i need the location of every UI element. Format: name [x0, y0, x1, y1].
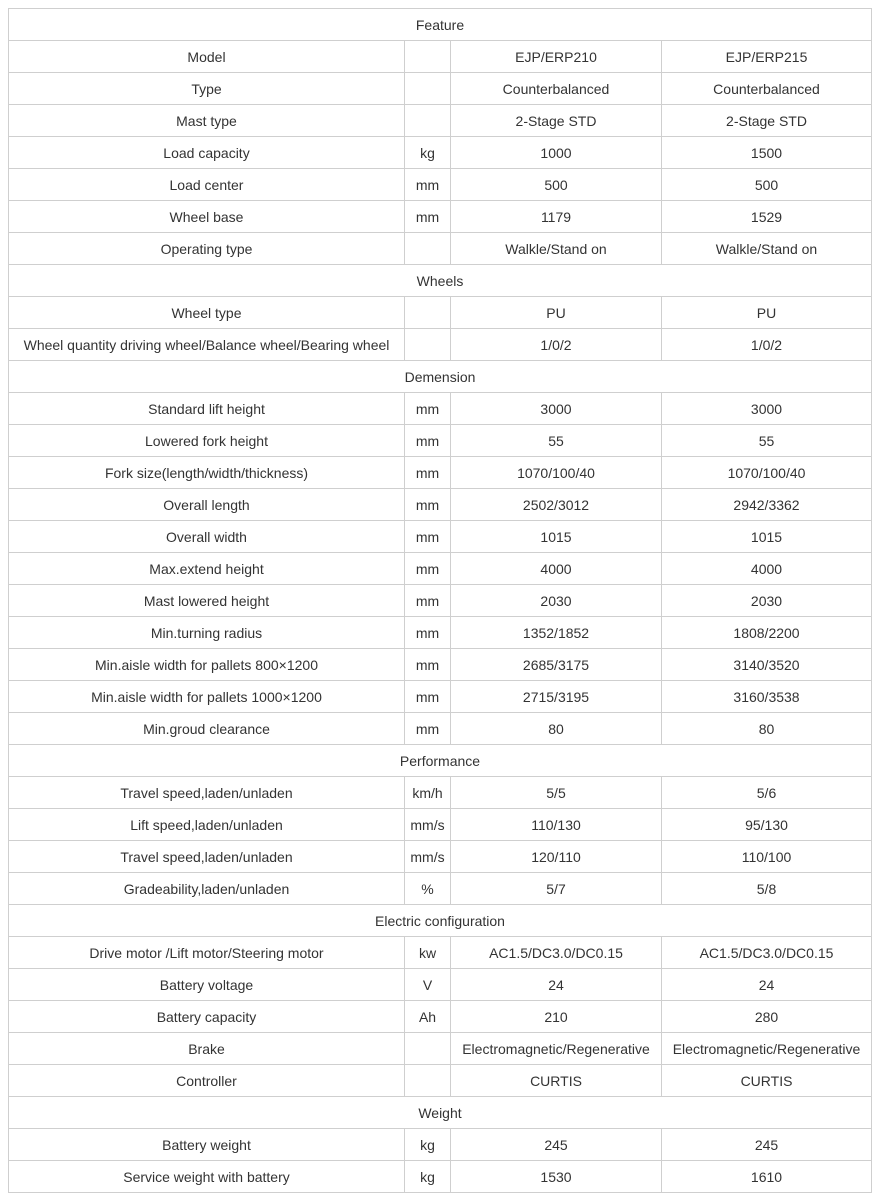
row-unit: Ah: [405, 1001, 451, 1033]
spec-table-body: [9, 9, 872, 1193]
section-title: Performance: [9, 745, 872, 777]
row-value-model-2: 3160/3538: [662, 681, 872, 713]
row-unit: %: [405, 873, 451, 905]
row-label: Wheel type: [9, 297, 405, 329]
table-row: [9, 233, 872, 265]
row-unit: kw: [405, 937, 451, 969]
row-value-model-1: 245: [451, 1129, 662, 1161]
section-header-row: [9, 265, 872, 297]
row-value-model-1: 1179: [451, 201, 662, 233]
row-value-model-1: 5/5: [451, 777, 662, 809]
row-value-model-2: 1610: [662, 1161, 872, 1193]
section-header-row: [9, 1097, 872, 1129]
row-value-model-2: Electromagnetic/Regenerative: [662, 1033, 872, 1065]
row-unit: mm: [405, 553, 451, 585]
table-row: [9, 73, 872, 105]
row-value-model-1: PU: [451, 297, 662, 329]
row-unit: mm: [405, 489, 451, 521]
row-value-model-1: 2715/3195: [451, 681, 662, 713]
row-value-model-2: 80: [662, 713, 872, 745]
row-value-model-2: 1015: [662, 521, 872, 553]
row-label: Operating type: [9, 233, 405, 265]
table-row: [9, 393, 872, 425]
row-unit: mm: [405, 681, 451, 713]
table-row: [9, 873, 872, 905]
row-value-model-1: 80: [451, 713, 662, 745]
row-unit: [405, 1033, 451, 1065]
table-row: [9, 201, 872, 233]
table-row: [9, 713, 872, 745]
spec-table-container: [8, 8, 872, 1193]
row-label: Min.groud clearance: [9, 713, 405, 745]
row-value-model-2: Counterbalanced: [662, 73, 872, 105]
table-row: [9, 297, 872, 329]
row-label: Controller: [9, 1065, 405, 1097]
row-label: Lift speed,laden/unladen: [9, 809, 405, 841]
table-row: [9, 585, 872, 617]
section-title: Electric configuration: [9, 905, 872, 937]
row-value-model-2: 1/0/2: [662, 329, 872, 361]
row-label: Standard lift height: [9, 393, 405, 425]
row-label: Model: [9, 41, 405, 73]
row-label: Travel speed,laden/unladen: [9, 841, 405, 873]
table-row: [9, 969, 872, 1001]
row-unit: kg: [405, 1161, 451, 1193]
row-value-model-1: 1070/100/40: [451, 457, 662, 489]
row-value-model-1: 2030: [451, 585, 662, 617]
row-value-model-2: 2942/3362: [662, 489, 872, 521]
table-row: [9, 809, 872, 841]
table-row: [9, 937, 872, 969]
row-unit: [405, 73, 451, 105]
row-unit: [405, 297, 451, 329]
table-row: [9, 41, 872, 73]
row-label: Min.turning radius: [9, 617, 405, 649]
table-row: [9, 1161, 872, 1193]
row-unit: mm: [405, 521, 451, 553]
row-label: Min.aisle width for pallets 1000×1200: [9, 681, 405, 713]
row-label: Battery weight: [9, 1129, 405, 1161]
row-label: Mast lowered height: [9, 585, 405, 617]
row-value-model-1: 24: [451, 969, 662, 1001]
row-label: Overall length: [9, 489, 405, 521]
row-value-model-1: 2685/3175: [451, 649, 662, 681]
row-label: Gradeability,laden/unladen: [9, 873, 405, 905]
row-value-model-1: 1015: [451, 521, 662, 553]
row-value-model-1: Walkle/Stand on: [451, 233, 662, 265]
row-unit: kg: [405, 137, 451, 169]
row-value-model-1: 3000: [451, 393, 662, 425]
row-value-model-2: 2-Stage STD: [662, 105, 872, 137]
row-value-model-2: 3140/3520: [662, 649, 872, 681]
row-value-model-2: 110/100: [662, 841, 872, 873]
row-value-model-2: 280: [662, 1001, 872, 1033]
row-unit: [405, 1065, 451, 1097]
row-value-model-1: 4000: [451, 553, 662, 585]
row-label: Mast type: [9, 105, 405, 137]
row-value-model-2: 1500: [662, 137, 872, 169]
row-label: Fork size(length/width/thickness): [9, 457, 405, 489]
row-unit: km/h: [405, 777, 451, 809]
table-row: [9, 1033, 872, 1065]
row-value-model-1: 1352/1852: [451, 617, 662, 649]
row-unit: mm: [405, 457, 451, 489]
row-label: Load capacity: [9, 137, 405, 169]
row-value-model-2: 2030: [662, 585, 872, 617]
row-value-model-1: 1/0/2: [451, 329, 662, 361]
row-value-model-1: AC1.5/DC3.0/DC0.15: [451, 937, 662, 969]
row-unit: [405, 329, 451, 361]
row-value-model-1: 2-Stage STD: [451, 105, 662, 137]
section-title: Weight: [9, 1097, 872, 1129]
row-value-model-1: 120/110: [451, 841, 662, 873]
row-unit: mm: [405, 713, 451, 745]
table-row: [9, 841, 872, 873]
row-label: Load center: [9, 169, 405, 201]
row-value-model-1: Counterbalanced: [451, 73, 662, 105]
row-value-model-2: 24: [662, 969, 872, 1001]
row-label: Service weight with battery: [9, 1161, 405, 1193]
row-value-model-2: CURTIS: [662, 1065, 872, 1097]
row-value-model-1: 500: [451, 169, 662, 201]
row-value-model-2: Walkle/Stand on: [662, 233, 872, 265]
row-value-model-1: 2502/3012: [451, 489, 662, 521]
row-label: Max.extend height: [9, 553, 405, 585]
row-unit: mm: [405, 425, 451, 457]
row-unit: [405, 105, 451, 137]
row-value-model-2: PU: [662, 297, 872, 329]
section-title: Wheels: [9, 265, 872, 297]
row-label: Travel speed,laden/unladen: [9, 777, 405, 809]
row-value-model-1: 1530: [451, 1161, 662, 1193]
table-row: [9, 617, 872, 649]
table-row: [9, 137, 872, 169]
row-value-model-2: 3000: [662, 393, 872, 425]
table-row: [9, 425, 872, 457]
row-label: Min.aisle width for pallets 800×1200: [9, 649, 405, 681]
row-value-model-2: 5/8: [662, 873, 872, 905]
row-value-model-1: CURTIS: [451, 1065, 662, 1097]
row-value-model-2: 1529: [662, 201, 872, 233]
row-label: Brake: [9, 1033, 405, 1065]
row-unit: mm: [405, 617, 451, 649]
section-title: Feature: [9, 9, 872, 41]
section-header-row: [9, 9, 872, 41]
row-label: Battery voltage: [9, 969, 405, 1001]
table-row: [9, 553, 872, 585]
row-unit: [405, 41, 451, 73]
table-row: [9, 777, 872, 809]
row-unit: mm/s: [405, 809, 451, 841]
row-value-model-1: 55: [451, 425, 662, 457]
section-title: Demension: [9, 361, 872, 393]
row-value-model-2: AC1.5/DC3.0/DC0.15: [662, 937, 872, 969]
row-value-model-2: 5/6: [662, 777, 872, 809]
section-header-row: [9, 361, 872, 393]
row-value-model-2: 4000: [662, 553, 872, 585]
row-unit: V: [405, 969, 451, 1001]
row-label: Wheel quantity driving wheel/Balance wheel/Bearing wheel: [9, 329, 405, 361]
row-unit: kg: [405, 1129, 451, 1161]
table-row: [9, 457, 872, 489]
table-row: [9, 105, 872, 137]
spec-table: [8, 8, 872, 1193]
table-row: [9, 489, 872, 521]
table-row: [9, 521, 872, 553]
row-unit: mm: [405, 169, 451, 201]
row-value-model-2: 1808/2200: [662, 617, 872, 649]
row-label: Lowered fork height: [9, 425, 405, 457]
section-header-row: [9, 745, 872, 777]
row-unit: mm/s: [405, 841, 451, 873]
row-label: Drive motor /Lift motor/Steering motor: [9, 937, 405, 969]
table-row: [9, 649, 872, 681]
row-unit: mm: [405, 393, 451, 425]
row-value-model-1: 1000: [451, 137, 662, 169]
table-row: [9, 1065, 872, 1097]
row-value-model-2: 55: [662, 425, 872, 457]
table-row: [9, 169, 872, 201]
row-value-model-1: EJP/ERP210: [451, 41, 662, 73]
row-unit: mm: [405, 201, 451, 233]
table-row: [9, 1001, 872, 1033]
row-label: Type: [9, 73, 405, 105]
row-label: Wheel base: [9, 201, 405, 233]
row-value-model-2: EJP/ERP215: [662, 41, 872, 73]
table-row: [9, 329, 872, 361]
row-label: Battery capacity: [9, 1001, 405, 1033]
row-unit: mm: [405, 585, 451, 617]
section-header-row: [9, 905, 872, 937]
table-row: [9, 1129, 872, 1161]
row-value-model-1: 5/7: [451, 873, 662, 905]
row-value-model-1: 110/130: [451, 809, 662, 841]
row-value-model-2: 245: [662, 1129, 872, 1161]
row-value-model-1: 210: [451, 1001, 662, 1033]
row-value-model-2: 1070/100/40: [662, 457, 872, 489]
row-value-model-1: Electromagnetic/Regenerative: [451, 1033, 662, 1065]
row-label: Overall width: [9, 521, 405, 553]
row-value-model-2: 95/130: [662, 809, 872, 841]
table-row: [9, 681, 872, 713]
row-value-model-2: 500: [662, 169, 872, 201]
row-unit: mm: [405, 649, 451, 681]
row-unit: [405, 233, 451, 265]
